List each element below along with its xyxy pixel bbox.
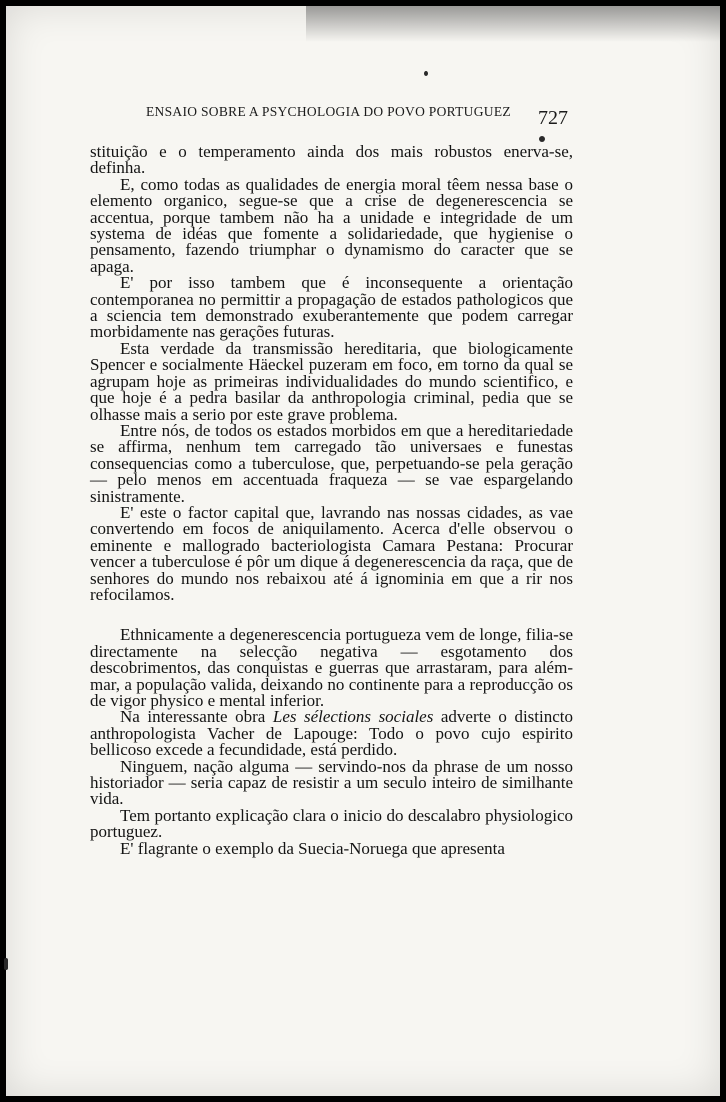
paragraph: Entre nós, de todos os estados morbidos em que a hereditariedade se affirma, nenhum tem carregado tão universaes e funestas consequencias como a tuberculose, que, perpetuando-se pela geração — pelo menos em accentuada fraqueza — se vae espargelando sinistramente. <box>90 420 573 506</box>
paragraph: Ethnicamente a degenerescencia portugueza vem de longe, filia-se directamente na selecção negativa — esgotamento dos descobrimentos, das conquistas e guerras que arrastaram, para além-mar, a população valida, deixando no continente para a reproducção os de vigor physico e mental inferior. <box>90 625 573 710</box>
scan-artifact <box>4 958 8 970</box>
paragraph-text: Na interessante obra <box>120 707 273 727</box>
page-number: 727 <box>538 107 568 129</box>
ink-speck <box>424 71 428 76</box>
book-page <box>6 6 720 1096</box>
paragraph: E' por isso tambem que é inconsequente a orientação contemporanea no permittir a propagação de estados pathologicos que a sciencia tem demonstrado exuberantemente que podem carregar morbidamente nas gerações futuras. <box>90 273 573 342</box>
paragraph: E' flagrante o exemplo da Suecia-Noruega que apresenta <box>120 838 505 858</box>
paragraph-text: adverte o distincto anthropologista Vacher de Lapouge: Todo o povo cujo espirito bellicoso excede a fecundidade, está perdido. <box>90 707 573 760</box>
body-text <box>90 144 573 857</box>
paragraph: stituição e o temperamento ainda dos mais robustos enerva-se, definha. <box>90 142 573 178</box>
running-header: ENSAIO SOBRE A PSYCHOLOGIA DO POVO PORTUGUEZ <box>146 104 511 119</box>
book-title: Les sélections sociales <box>272 707 434 727</box>
section-break <box>90 603 573 627</box>
paragraph: E, como todas as qualidades de energia moral têem nessa base o elemento organico, segue-se que a crise de degenerescencia se accentua, porque tambem não ha a unidade e integridade de um systema de idéas que fomente a solidariedade, que hygienise o pensamento, fazendo triumphar o dynamismo do caracter que se apaga. <box>90 174 573 276</box>
paragraph: Tem portanto explicação clara o inicio do descalabro physiologico portuguez. <box>90 805 573 842</box>
paragraph: E' este o factor capital que, lavrando nas nossas cidades, as vae convertendo em focos de aniquilamento. Acerca d'elle observou o eminente e mallogrado bacteriologista Camara Pestana: Procurar vencer a tuberculose é pôr um dique á degenerescencia da raça, que de senhores do mundo nos rebaixou até á ignominia em que a rir nos refocilamos. <box>90 502 573 604</box>
paragraph: Esta verdade da transmissão hereditaria, que biologicamente Spencer e socialmente Häeckel puzeram em foco, em torno da qual se agrupam hoje as primeiras individualidades do mundo scientifico, e que hoje é a pedra basilar da anthropologia criminal, pedia que se olhasse mais a serio por este grave problema. <box>90 338 573 424</box>
paragraph: Ninguem, nação alguma — servindo-nos da phrase de um nosso historiador — seria capaz de resistir a um seculo inteiro de similhante vida. <box>90 756 573 809</box>
scan-shadow <box>306 6 720 42</box>
paragraph <box>90 709 573 758</box>
